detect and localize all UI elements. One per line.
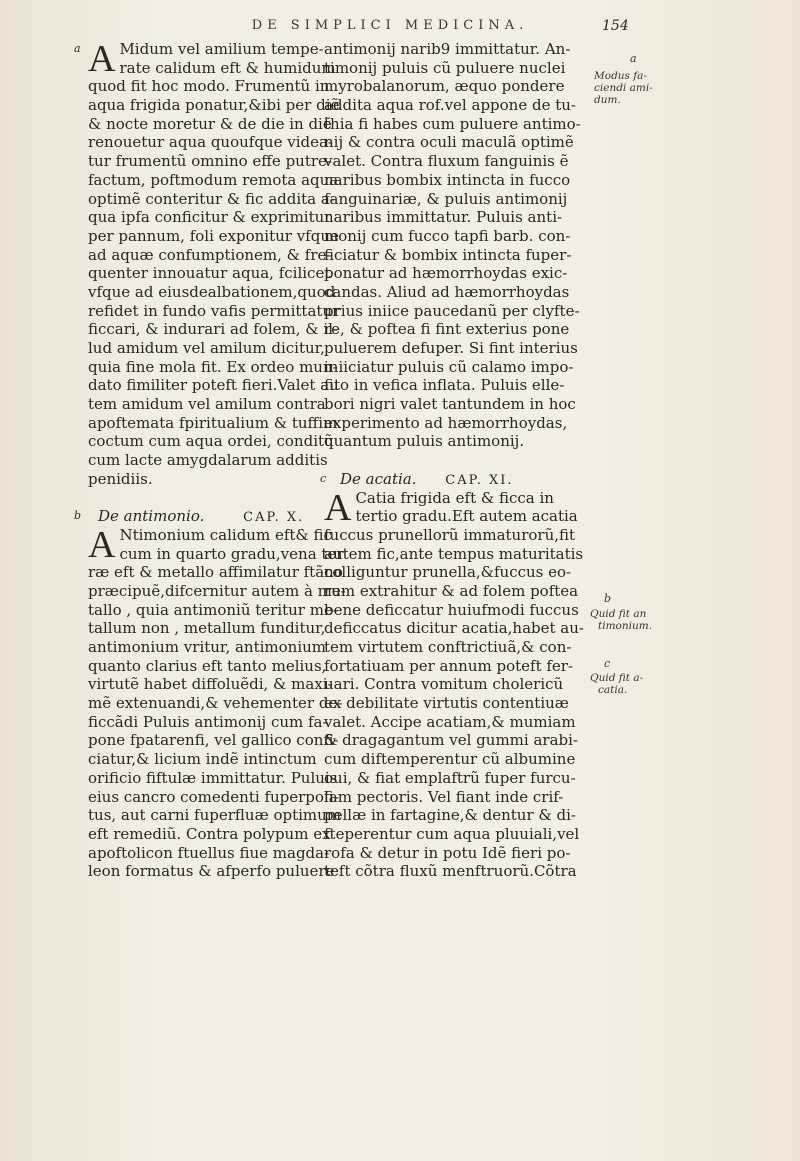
margin-letter-b: b xyxy=(604,592,612,605)
text-line: apoftolicon ftuellus fiue magda- xyxy=(88,843,330,862)
text-line: ficcari, & indurari ad folem, & il- xyxy=(88,320,339,339)
left-column xyxy=(74,38,346,881)
text-line: renouetur aqua quoufque videa- xyxy=(88,133,333,152)
text-line: bori nigri valet tantundem in hoc xyxy=(324,395,576,414)
text-line: dato fimiliter poteft fieri.Valet au xyxy=(88,376,339,395)
text-line: qua ipfa conficitur & exprimitur xyxy=(88,208,332,227)
text-line: lam pectoris. Vel fiant inde crif- xyxy=(324,787,564,806)
text-line: pellæ in fartagine,& dentur & di- xyxy=(324,806,576,825)
text-line: tallo , quia antimoniũ teritur me- xyxy=(88,600,338,619)
text-line: valet. Contra fluxum fanguinis ẽ xyxy=(324,152,569,171)
para-marker-a: a xyxy=(74,42,81,55)
text-line: & nocte moretur & de die in diẽ xyxy=(88,114,332,133)
running-title: DE SIMPLICI MEDICINA. xyxy=(251,18,529,33)
text-line: oui, & fiat emplaftrũ fuper furcu- xyxy=(324,768,576,787)
text-line: puluerem defuper. Si fint interius xyxy=(324,339,578,357)
text-line: rofa & detur in potu Idẽ fieri po- xyxy=(324,843,571,862)
text-line: autem fic,ante tempus maturitatis xyxy=(324,544,584,563)
text-line: ponatur ad hæmorrhoydas exic- xyxy=(324,264,568,283)
heading-marker-b: b xyxy=(74,509,82,523)
text-line: ficcãdi Puluis antimonij cum fa- xyxy=(88,712,328,731)
text-line: quenter innouatur aqua, fcilicet xyxy=(88,264,331,283)
text-line: naribus bombix intincta in fucco xyxy=(324,170,571,189)
text-line: ficiatur & bombix intincta fuper- xyxy=(324,245,572,264)
text-line: tem virtutem conftrictiuã,& con- xyxy=(324,638,572,656)
drop-initial: A xyxy=(88,38,116,80)
text-line: leon formatus & afperfo puluere xyxy=(88,862,335,881)
text-line: bene deficcatur huiufmodi fuccus xyxy=(324,600,579,619)
text-line: nij & contra oculi maculã optimẽ xyxy=(324,133,574,152)
text-line: penidiis. xyxy=(88,469,153,488)
text-line: optimẽ conteritur & fic addita a- xyxy=(88,189,335,208)
text-line: quanto clarius eft tanto melius, xyxy=(88,656,327,675)
text-line: lud amidum vel amilum dicitur, xyxy=(88,339,325,357)
text-line: fanguinariæ, & puluis antimonij xyxy=(324,189,568,208)
left-para-1-lines xyxy=(88,40,340,489)
text-line: ciatur,& licium indẽ intinctum xyxy=(88,750,317,769)
text-line: re, & poftea fi fint exterius pone xyxy=(324,320,570,339)
text-line: prius iniice paucedanũ per clyfte- xyxy=(324,301,580,320)
heading-title: De antimonio. xyxy=(98,507,205,526)
text-line: addita aqua rof.vel appone de tu- xyxy=(324,96,576,115)
text-line: & dragagantum vel gummi arabi- xyxy=(324,731,578,750)
text-line: antimonij narib9 immittatur. An- xyxy=(324,40,571,58)
text-line: candas. Aliud ad hæmorrhoydas xyxy=(324,282,570,301)
text-line: myrobalanorum, æquo pondere xyxy=(324,77,565,96)
text-line: fito in vefica inflata. Puluis elle- xyxy=(324,376,565,395)
text-line: tem amidum vel amilum contra xyxy=(88,395,326,414)
folio-number: 154 xyxy=(602,18,629,34)
margin-note-acatia: Quid fit a- catia. xyxy=(590,672,644,696)
right-para-2-lines xyxy=(324,486,584,881)
text-line: eft remediũ. Contra polypum ex xyxy=(88,824,331,843)
text-line: fortatiuam per annum poteft fer- xyxy=(324,656,574,675)
heading-marker-c: c xyxy=(320,471,327,485)
text-line: apoftemata fpiritualium & tuffim xyxy=(88,413,338,432)
text-line: tus, aut carni fuperfluæ optimum xyxy=(88,806,342,825)
heading-cap: CAP. X. xyxy=(243,510,305,526)
left-para-2 xyxy=(88,523,346,881)
margin-letter-a: a xyxy=(630,52,637,65)
text-line: fuccus prunellorũ immaturorũ,fit xyxy=(324,525,576,544)
text-line: Midum vel amilium tempe- xyxy=(119,40,324,58)
text-line: Catia frigida eft & ficca in xyxy=(355,488,554,507)
text-line: mẽ extenuandi,& vehementer de- xyxy=(88,694,343,713)
text-line: tertio gradu.Eft autem acatia xyxy=(355,507,578,526)
text-line: virtutẽ habet diffoluẽdi, & maxi- xyxy=(88,675,333,694)
right-column xyxy=(320,40,584,881)
text-line: ad aquæ confumptionem, & fre- xyxy=(88,245,332,264)
text-line: teft cõtra fluxũ menftruorũ.Cõtra xyxy=(324,862,577,881)
text-line: fteperentur cum aqua pluuiali,vel xyxy=(324,824,580,843)
chapter-heading-acatia xyxy=(320,469,580,489)
margin-note-modus: Modus fa- ciendi ami- dum. xyxy=(594,70,653,106)
text-line: monij cum fucco tapfi barb. con- xyxy=(324,226,571,245)
heading-title: De acatia. xyxy=(340,469,417,488)
right-para-1-lines xyxy=(324,40,580,451)
text-line: deficcatus dicitur acatia,habet au- xyxy=(324,619,584,638)
text-line: vfque ad eiusdealbationem,quod xyxy=(88,282,336,301)
margin-note-antimonium: Quid fit an timonium. xyxy=(590,608,653,632)
text-line: orificio fiftulæ immittatur. Puluis xyxy=(88,768,338,787)
text-line: naribus immittatur. Puluis anti- xyxy=(324,208,563,227)
text-line: tur frumentũ omnino effe putre- xyxy=(88,152,332,171)
right-para-2 xyxy=(324,486,584,881)
text-line: factum, poftmodum remota aqua xyxy=(88,170,339,189)
text-line: per pannum, foli exponitur vfque xyxy=(88,226,339,245)
text-line: ex debilitate virtutis contentiuæ xyxy=(324,694,569,713)
text-line: Ntimonium calidum eft& fic xyxy=(119,525,332,544)
text-line: antimonium vritur, antimonium xyxy=(88,638,327,656)
text-line: eius cancro comedenti fuperpofi- xyxy=(88,787,340,806)
text-line: refidet in fundo vafis permittatur xyxy=(88,301,340,320)
text-line: experimento ad hæmorrhoydas, xyxy=(324,413,568,432)
text-line: colliguntur prunella,&fuccus eo- xyxy=(324,563,572,582)
margin-letter-c: c xyxy=(604,657,611,670)
text-line: rate calidum eft & humidum xyxy=(119,58,336,77)
text-line: timonij puluis cũ puluere nuclei xyxy=(324,58,566,77)
text-line: valet. Accipe acatiam,& mumiam xyxy=(324,712,576,731)
text-line: aqua frigida ponatur,&ibi per diẽ xyxy=(88,96,340,115)
text-line: cum lacte amygdalarum additis xyxy=(88,451,328,470)
text-line: cum diftemperentur cũ albumine xyxy=(324,750,576,769)
text-line: thia fi habes cum puluere antimo- xyxy=(324,114,581,133)
drop-initial: A xyxy=(324,486,352,529)
left-para-1 xyxy=(74,38,340,489)
text-line: quia fine mola fit. Ex ordeo mun- xyxy=(88,357,338,376)
text-line: ræ eft & metallo affimilatur ftãno xyxy=(88,563,343,582)
text-line: pone fpatarenfi, vel gallico confi- xyxy=(88,731,339,750)
text-line: quantum puluis antimonij. xyxy=(324,432,525,451)
drop-initial: A xyxy=(88,523,116,566)
text-line: tallum non , metallum funditur, xyxy=(88,619,326,638)
left-para-2-lines xyxy=(88,523,346,881)
text-line: coctum cum aqua ordei, conditũ xyxy=(88,432,334,451)
text-line: iniiciatur puluis cũ calamo impo- xyxy=(324,357,574,376)
text-line: rum extrahitur & ad folem poftea xyxy=(324,581,579,600)
text-line: quod fit hoc modo. Frumentũ in xyxy=(88,77,330,96)
chapter-heading-antimonio xyxy=(74,507,310,526)
text-line: præcipuẽ,difcernitur autem à me- xyxy=(88,581,346,600)
heading-cap: CAP. XI. xyxy=(445,472,514,488)
text-line: cum in quarto gradu,vena ter xyxy=(119,544,344,563)
text-line: uari. Contra vomitum cholericũ xyxy=(324,675,564,694)
